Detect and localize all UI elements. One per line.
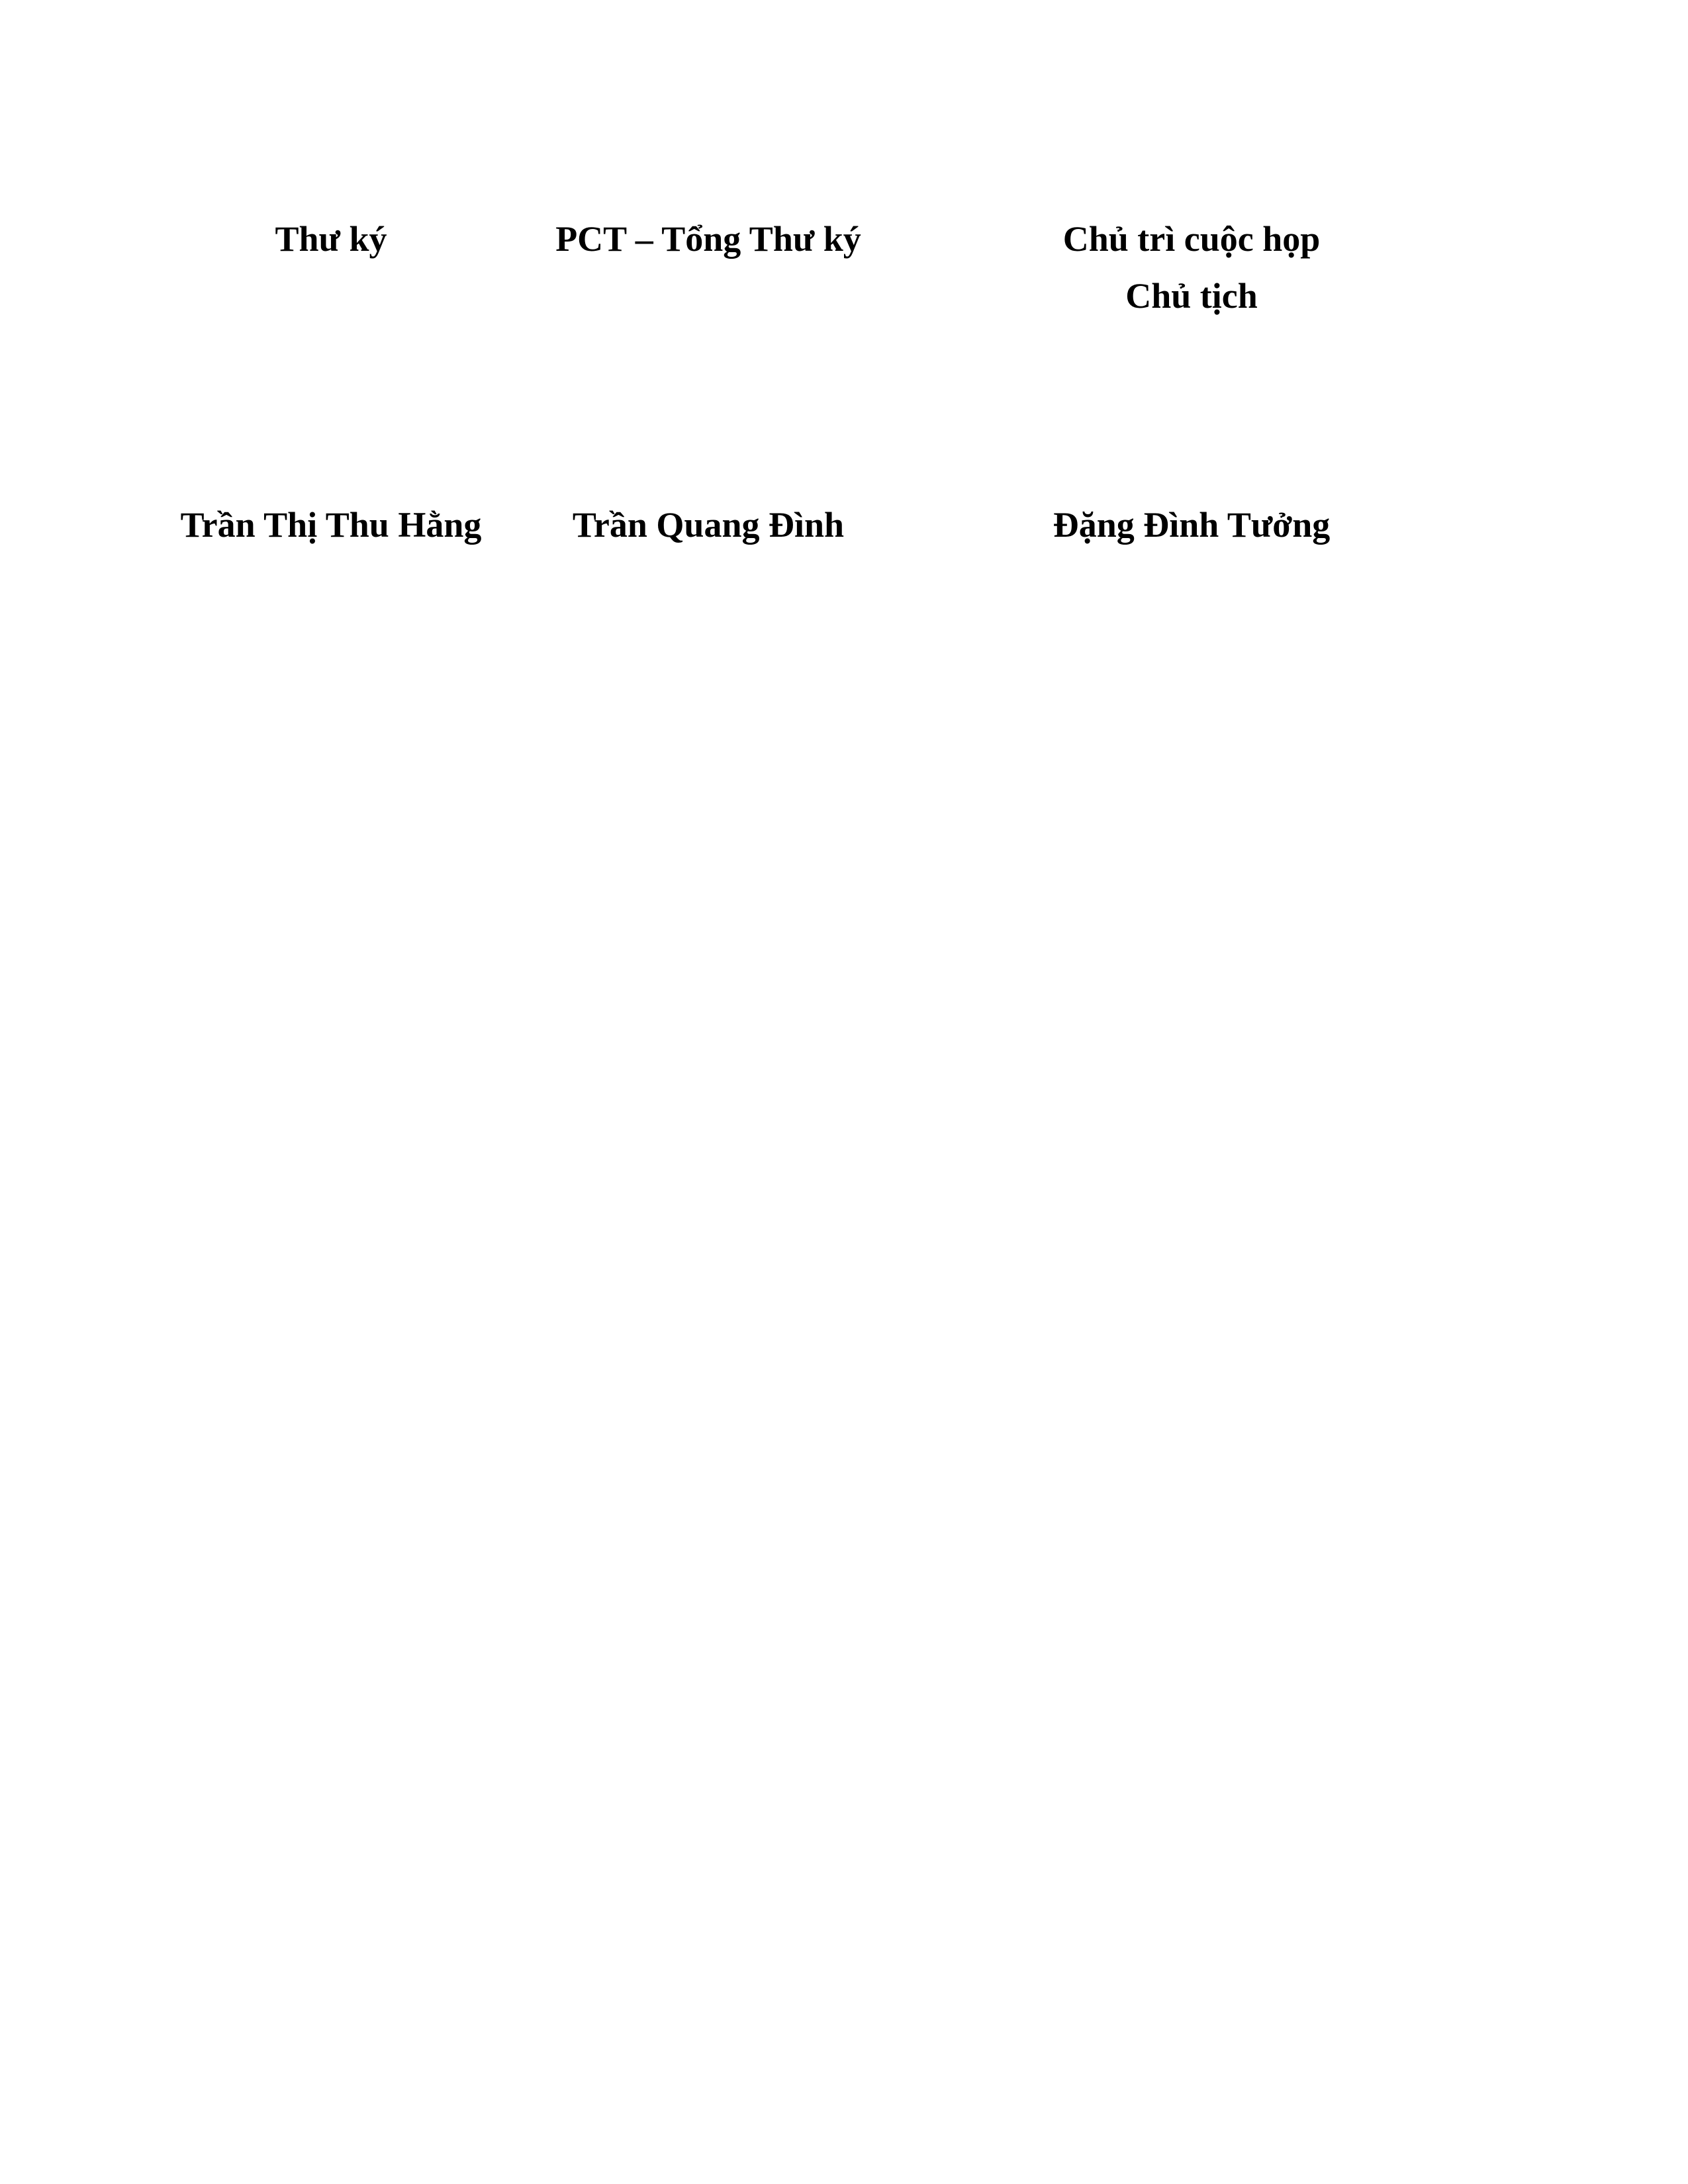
signature-subtitle: Chủ tịch: [1125, 276, 1258, 316]
signature-title: Thư ký: [275, 219, 387, 259]
signature-title: PCT – Tổng Thư ký: [555, 219, 861, 259]
signatory-name: Trần Quang Đình: [572, 505, 845, 545]
signature-title: Chủ trì cuộc họp: [1062, 219, 1321, 259]
signatory-name: Đặng Đình Tưởng: [1053, 505, 1331, 545]
signatory-name: Trần Thị Thu Hằng: [180, 505, 482, 545]
